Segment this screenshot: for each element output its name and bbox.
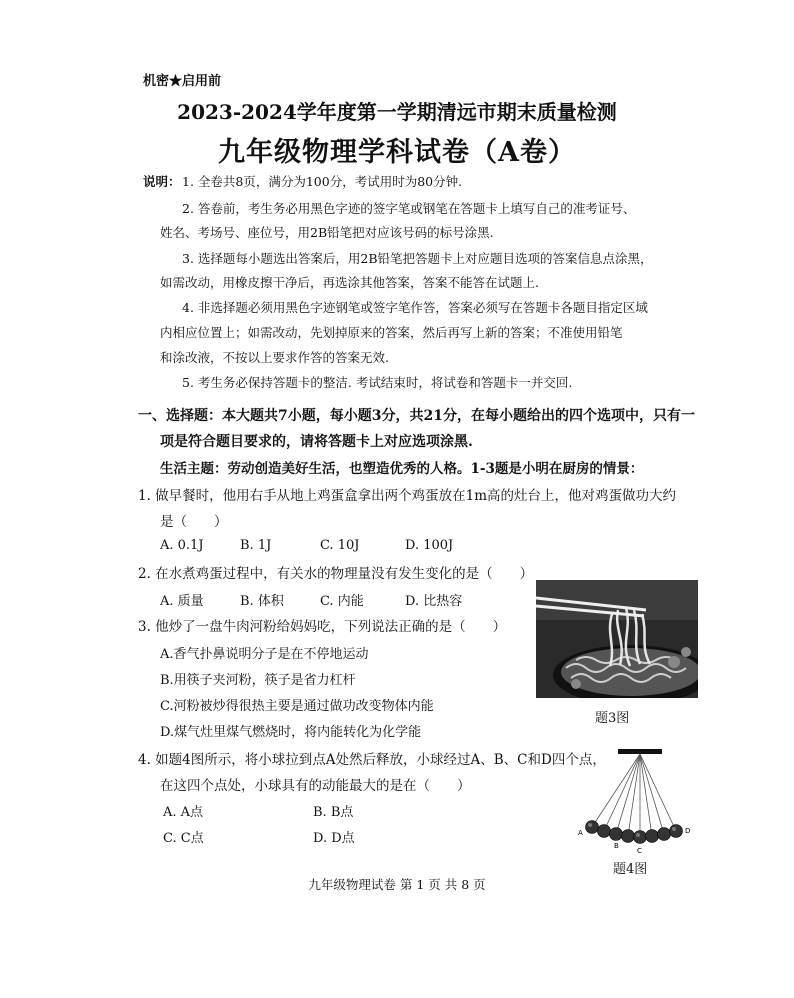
paper-title: 九年级物理学科试卷（A卷）	[218, 137, 576, 168]
pendulum-diagram	[570, 745, 700, 855]
option-a: A. 质量	[160, 594, 204, 609]
point-label-b: B	[614, 842, 619, 850]
noodles-photo	[536, 580, 698, 698]
instruction-line: 5. 考生务必保持答题卡的整洁. 考试结束时，将试卷和答题卡一并交回.	[182, 375, 573, 390]
section-heading: 一、选择题：本大题共7小题，每小题3分，共21分，在每小题给出的四个选项中，只有一	[138, 408, 695, 424]
option-d: D. 比热容	[405, 594, 463, 609]
question-4-cont: 在这四个点处，小球具有的动能最大的是在（ ）	[160, 778, 471, 794]
option-c: C.河粉被炒得很热主要是通过做功改变物体内能	[160, 699, 434, 714]
instruction-line: 和涂改液，不按以上要求作答的答案无效.	[160, 350, 389, 365]
instruction-line: 4. 非选择题必须用黑色字迹钢笔或签字笔作答，答案必须写在答题卡各题目指定区域	[182, 300, 648, 315]
confidential-mark: 机密★启用前	[143, 74, 222, 89]
option-a: A.香气扑鼻说明分子是在不停地运动	[160, 647, 369, 662]
question-3: 3. 他炒了一盘牛肉河粉给妈妈吃，下列说法正确的是（ ）	[138, 619, 507, 635]
option-a: A. A点	[163, 805, 204, 820]
figure-3-caption: 题3图	[595, 711, 630, 726]
instruction-line: 1. 全卷共8页，满分为100分，考试用时为80分钟.	[182, 174, 463, 189]
option-d: D. 100J	[405, 538, 454, 553]
option-d: D.煤气灶里煤气燃烧时，将内能转化为化学能	[160, 725, 422, 740]
exam-title: 2023-2024学年度第一学期清远市期末质量检测	[177, 100, 617, 124]
instruction-line: 3. 选择题每小题选出答案后，用2B铅笔把答题卡上对应题目选项的答案信息点涂黑，	[182, 251, 653, 266]
option-a: A. 0.1J	[160, 538, 204, 553]
section-heading-cont: 项是符合题目要求的，请将答题卡上对应选项涂黑.	[160, 434, 473, 450]
option-c: C. C点	[163, 831, 204, 846]
question-1: 1. 做早餐时，他用右手从地上鸡蛋盒拿出两个鸡蛋放在1m高的灶台上，他对鸡蛋做功大约	[138, 488, 677, 504]
option-b: B. 体积	[240, 594, 284, 609]
question-4: 4. 如题4图所示，将小球拉到点A处然后释放，小球经过A、B、C和D四个点，	[138, 752, 606, 768]
page-footer: 九年级物理试卷 第 1 页 共 8 页	[308, 877, 486, 892]
point-label-c: C	[637, 847, 642, 855]
instruction-line: 2. 答卷前，考生务必用黑色字迹的签字笔或钢笔在答题卡上填写自己的准考证号、	[182, 201, 636, 216]
option-b: B. 1J	[240, 538, 272, 553]
option-b: B. B点	[313, 805, 354, 820]
option-c: C. 10J	[320, 538, 360, 553]
point-label-d: D	[685, 827, 691, 835]
option-c: C. 内能	[320, 594, 364, 609]
instruction-line: 如需改动，用橡皮擦干净后，再选涂其他答案，答案不能答在试题上.	[160, 275, 539, 290]
question-1-cont: 是（ ）	[160, 514, 228, 530]
point-label-a: A	[578, 829, 583, 837]
instruction-line: 姓名、考场号、座位号，用2B铅笔把对应该号码的标号涂黑.	[160, 225, 494, 240]
option-b: B.用筷子夹河粉，筷子是省力杠杆	[160, 673, 356, 688]
instruction-line: 内相应位置上；如需改动，先划掉原来的答案，然后再写上新的答案；不准使用铅笔	[160, 325, 623, 340]
option-d: D. D点	[313, 831, 355, 846]
figure-4-caption: 题4图	[613, 862, 648, 877]
question-2: 2. 在水煮鸡蛋过程中，有关水的物理量没有发生变化的是（ ）	[138, 566, 534, 582]
theme-line: 生活主题：劳动创造美好生活，也塑造优秀的人格。1-3题是小明在厨房的情景：	[160, 461, 644, 477]
instructions-label: 说明：	[143, 174, 181, 189]
